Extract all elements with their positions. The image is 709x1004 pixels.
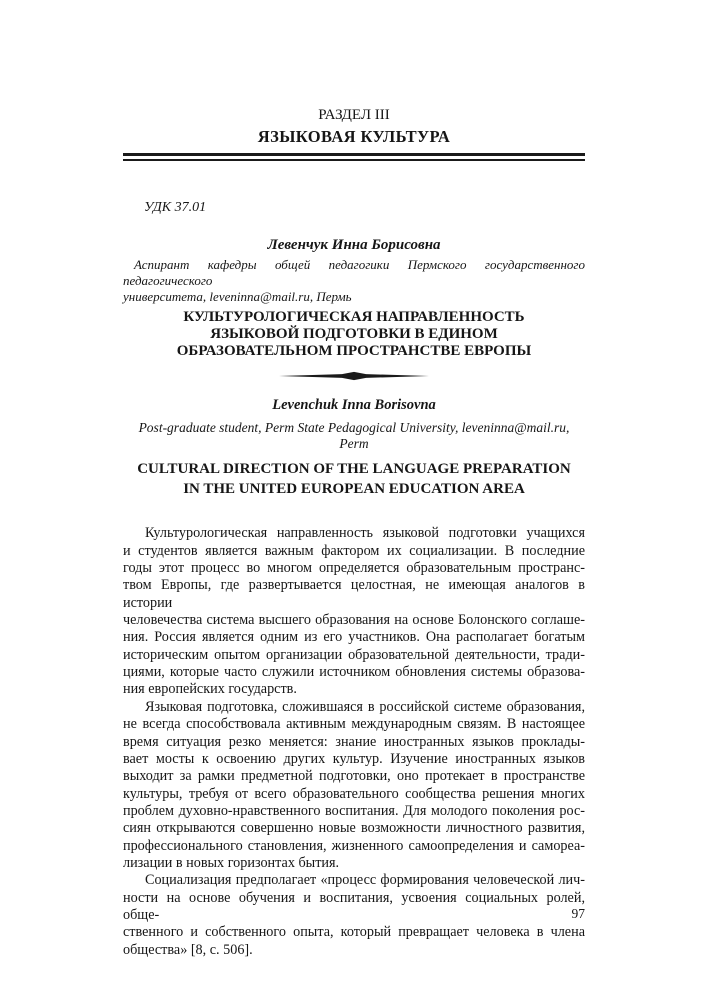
body-paragraph: [123, 525, 585, 698]
text-line: не всегда способствовала активным международным связям. В настоящее: [123, 716, 585, 733]
text-line: время ситуация резко меняется: знание иностранных языков проклады-: [123, 733, 585, 750]
text-line: циями, которые часто служили источником обновления системы образова-: [123, 664, 585, 681]
text-line: IN THE UNITED EUROPEAN EDUCATION AREA: [183, 481, 525, 498]
text-line: Социализация предполагает «процесс формирования человеческой лич-: [145, 872, 585, 889]
double-rule-divider: [123, 153, 585, 161]
text-line: человечества система высшего образования на основе Болонского соглаше-: [123, 612, 585, 629]
article-title-ru: [123, 309, 585, 359]
text-line: лизации в новых горизонтах бытия.: [123, 854, 340, 871]
text-line: ния. Россия является одним из его участников. Она располагает богатым: [123, 629, 585, 646]
body-paragraph: [123, 699, 585, 872]
text-line: Языковая подготовка, сложившаяся в российской системе образования,: [145, 698, 585, 715]
text-line: профессионального становления, жизненного самоопределения и самореа-: [123, 837, 585, 854]
author-name-ru: Левенчук Инна Борисовна: [267, 237, 441, 253]
text-line: культуры, требуя от всего образовательного сообщества решения многих: [123, 785, 585, 802]
spindle-divider-icon: [279, 371, 429, 381]
text-line: ности на основе обучения и воспитания, усвоения социальных ролей, обще-: [123, 889, 585, 923]
author-affiliation-en: Post-graduate student, Perm State Pedagogical University, leveninna@mail.ru, Perm: [138, 420, 570, 452]
text-line: КУЛЬТУРОЛОГИЧЕСКАЯ НАПРАВЛЕННОСТЬ: [183, 309, 525, 325]
page-number: 97: [571, 906, 585, 921]
text-line: Культурологическая направленность языковой подготовки учащихся: [145, 525, 585, 542]
text-line: сиян открываются совершенно новые возможности личностного развития,: [123, 820, 585, 837]
text-line: CULTURAL DIRECTION OF THE LANGUAGE PREPARATION: [137, 461, 571, 478]
text-line: ния европейских государств.: [123, 681, 297, 698]
text-line: проблем духовно-нравственного воспитания. Для молодого поколения рос-: [123, 802, 585, 819]
article-title-en: [123, 459, 585, 499]
text-line: твом Европы, где развертывается целостная, не имеющая аналогов в истории: [123, 577, 585, 611]
section-title: ЯЗЫКОВАЯ КУЛЬТУРА: [257, 127, 451, 146]
article-body: [123, 525, 585, 959]
text-line: ОБРАЗОВАТЕЛЬНОМ ПРОСТРАНСТВЕ ЕВРОПЫ: [176, 342, 532, 359]
text-line: Аспирант кафедры общей педагогики Пермского государственного педагогического: [123, 257, 585, 288]
text-line: вает мосты к освоению других культур. Изучение иностранных языков: [123, 750, 585, 767]
text-line: общества» [8, с. 506].: [123, 941, 253, 958]
page-content-column: [123, 0, 585, 959]
text-line: и студентов является важным фактором их социализации. В последние: [123, 542, 585, 559]
text-line: ЯЗЫКОВОЙ ПОДГОТОВКИ В ЕДИНОМ: [210, 325, 498, 342]
text-line: выходит за рамки предметной подготовки, оно протекает в пространстве: [123, 768, 585, 785]
section-heading: РАЗДЕЛ III: [318, 107, 390, 123]
text-line: историческим опытом организации образовательной деятельности, тради-: [123, 646, 585, 663]
text-line: ственного и собственного опыта, который превращает человека в члена: [123, 924, 585, 941]
author-name-en: Levenchuk Inna Borisovna: [272, 397, 436, 414]
text-line: годы этот процесс во многом определяется образовательным пространс-: [123, 560, 585, 577]
udc-label: УДК 37.01: [144, 200, 207, 215]
author-affiliation-ru: [123, 257, 585, 305]
divider-ornament-wrap: [123, 371, 585, 381]
text-line: университета, leveninna@mail.ru, Пермь: [123, 289, 352, 304]
